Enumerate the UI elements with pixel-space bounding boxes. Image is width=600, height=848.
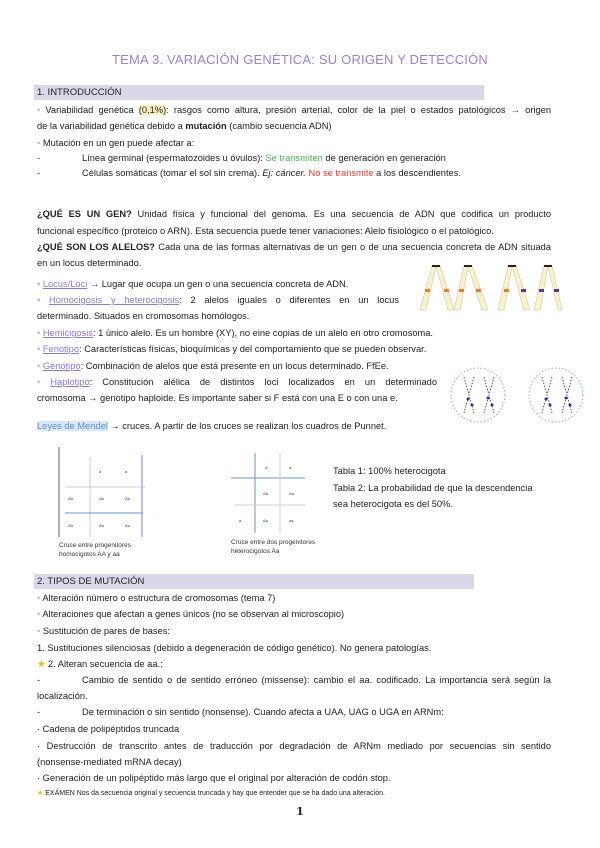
paragraph-line: cromosoma → genotipo haploide. Es importante saber si F está con una E o con una e. xyxy=(37,393,398,403)
paragraph-line: en un locus determinado. xyxy=(37,258,142,268)
tabla-2-note: Tabla 2: La probabilidad de que la descendencia xyxy=(333,483,533,493)
link-hemicigosis[interactable]: Hemicigosis xyxy=(42,328,93,338)
list-item: - De terminación o sin sentido (nonsense). Cuando afecta a UAA, UAG o UGA en ARNm: xyxy=(37,707,444,717)
svg-text:Aa: Aa xyxy=(263,518,268,523)
svg-text:a: a xyxy=(99,469,102,474)
svg-text:a: a xyxy=(289,465,292,470)
highlight-mendel: Leyes de Mendel xyxy=(37,421,108,431)
list-item: - Línea germinal (espermatozoides u óvulos): Se transmiten de generación en generación xyxy=(37,153,446,163)
mendel-line: Leyes de Mendel → cruces. A partir de los cruces se realizan los cuadros de Punnet. xyxy=(37,421,387,431)
link-haplotipo[interactable]: Haplotipo xyxy=(50,377,90,387)
paragraph-line: localización. xyxy=(37,691,88,701)
section-heading-tipos-mutacion: 2. TIPOS DE MUTACIÓN xyxy=(34,574,474,589)
list-item: • Alteración número o estructura de cromosomas (tema 7) xyxy=(37,593,276,603)
svg-text:Aa: Aa xyxy=(125,523,130,528)
section-heading-introduccion: 1. INTRODUCCIÓN xyxy=(34,85,484,100)
tabla-2-note-cont: sea heterocigota es del 50%. xyxy=(333,499,453,509)
paragraph-line: · Destrucción de transcrito antes de traducción por degradación de ARNm mediado por secuencias sin sentido xyxy=(37,741,551,751)
paragraph-line: (nonsense-mediated mRNA decay) xyxy=(37,757,182,767)
list-item: • Alteraciones que afectan a genes únicos (no se observan al microscopio) xyxy=(37,609,345,619)
svg-text:AA: AA xyxy=(263,491,269,496)
svg-text:a: a xyxy=(239,518,242,523)
svg-text:A: A xyxy=(265,465,268,470)
paragraph-line: ¿QUÉ SON LOS ALELOS? Cada una de las formas alternativas de un gen o de una secuencia concreta de ADN situada xyxy=(37,242,551,252)
definition-genotipo: • Genotipo: Combinación de alelos que está presente en un locus determinado. FfEe. xyxy=(37,361,389,371)
link-fenotipo[interactable]: Fenotipo xyxy=(42,344,80,354)
svg-text:AA: AA xyxy=(68,523,74,528)
paragraph-line: · Generación de un polipéptido más largo que el original por alteración de codón stop. xyxy=(37,773,391,783)
list-item: - Células somáticas (tomar el sol sin crema). Ej: cáncer. No se transmite a los descendientes. xyxy=(37,168,461,178)
punnett-caption-1: Cruce entre progenitores homocigotos AA y aa xyxy=(59,542,131,558)
paragraph-line: determinado. Situados en cromosomas homólogos. xyxy=(37,311,250,321)
paragraph-line: funcional específico (proteico o ARN). Esta secuencia puede tener variaciones: Alelo fisiológico o el patológico. xyxy=(37,226,494,236)
star-icon: ★ xyxy=(37,790,46,797)
star-icon: ★ xyxy=(37,659,48,669)
bullet-icon: • xyxy=(37,138,43,148)
haplotype-illustration xyxy=(450,365,585,425)
paragraph-line: de la variabilidad genética debido a mutación (cambio secuencia ADN) xyxy=(37,121,332,131)
definition-hemicigosis: • Hemicigosis: 1 único alelo. Es un hombre (XY), no eine copias de un alelo en otro cromosoma. xyxy=(37,328,434,338)
svg-text:Aa: Aa xyxy=(125,496,130,501)
definition-fenotipo: • Fenotipo: Características físicas, bioquímicas y del comportamiento que se pueden observar. xyxy=(37,344,427,354)
page-title: TEMA 3. VARIACIÓN GENÉTICA: SU ORIGEN Y DETECCIÓN xyxy=(111,52,489,67)
punnett-square-1 xyxy=(55,445,145,537)
punnett-caption-2: Cruce entre dos progenitores heterocigotos Aa xyxy=(231,539,316,555)
paragraph-line: 1. Sustituciones silenciosas (debido a degeneración de código genético). No genera patologías. xyxy=(37,643,432,653)
paragraph-line: • Mutación en un gen puede afectar a: xyxy=(37,138,195,148)
svg-text:a: a xyxy=(125,469,128,474)
list-item: - Cambio de sentido o de sentido erróneo (missense): cambio el aa. codificado. La importancia será según la xyxy=(37,675,551,685)
definition-haplotipo: • Haplotipo: Constitución alélica de distintos loci localizados en un determinado xyxy=(37,377,437,387)
svg-text:aa: aa xyxy=(289,518,294,523)
paragraph-line: · Cadena de polipéptidos truncada xyxy=(37,724,180,734)
bullet-icon: • xyxy=(37,105,46,115)
paragraph-line: • Variabilidad genética (0,1%): rasgos como altura, presión arterial, color de la piel o estados patológicos → origen xyxy=(37,105,551,115)
link-homocigosis[interactable]: Homocigosis y heterocigosis xyxy=(49,295,180,305)
paragraph-line: ★ 2. Alteran secuencia de aa.: xyxy=(37,659,163,669)
chromosome-homologs-illustration xyxy=(412,262,562,312)
paragraph-line: ¿QUÉ ES UN GEN? Unidad física y funcional del genoma. Es una secuencia de ADN que codifica un producto xyxy=(37,209,551,219)
definition-locus: • Locus/Loci → Lugar que ocupa un gen o una secuencia concreta de ADN. xyxy=(37,279,349,289)
page-number: 1 xyxy=(296,805,304,818)
svg-text:Aa: Aa xyxy=(99,496,104,501)
list-item: • Sustitución de pares de bases: xyxy=(37,626,170,636)
svg-text:Aa: Aa xyxy=(289,491,294,496)
link-genotipo[interactable]: Genotipo xyxy=(42,361,81,371)
highlight-value: (0,1%) xyxy=(138,105,167,115)
link-locus[interactable]: Locus/Loci xyxy=(42,279,88,289)
tabla-1-note: Tabla 1: 100% heterocigota xyxy=(333,466,446,476)
exam-note: ★ EXÁMEN Nos da secuencia original y secuencia truncada y hay que entender que se ha dado una alteración. xyxy=(37,790,385,797)
svg-text:AA: AA xyxy=(68,496,74,501)
definition-homocigosis: • Homocigosis y heterocigosis: 2 alelos iguales o diferentes en un locus xyxy=(37,295,399,305)
svg-text:Aa: Aa xyxy=(99,523,104,528)
punnett-square-2 xyxy=(225,445,310,535)
